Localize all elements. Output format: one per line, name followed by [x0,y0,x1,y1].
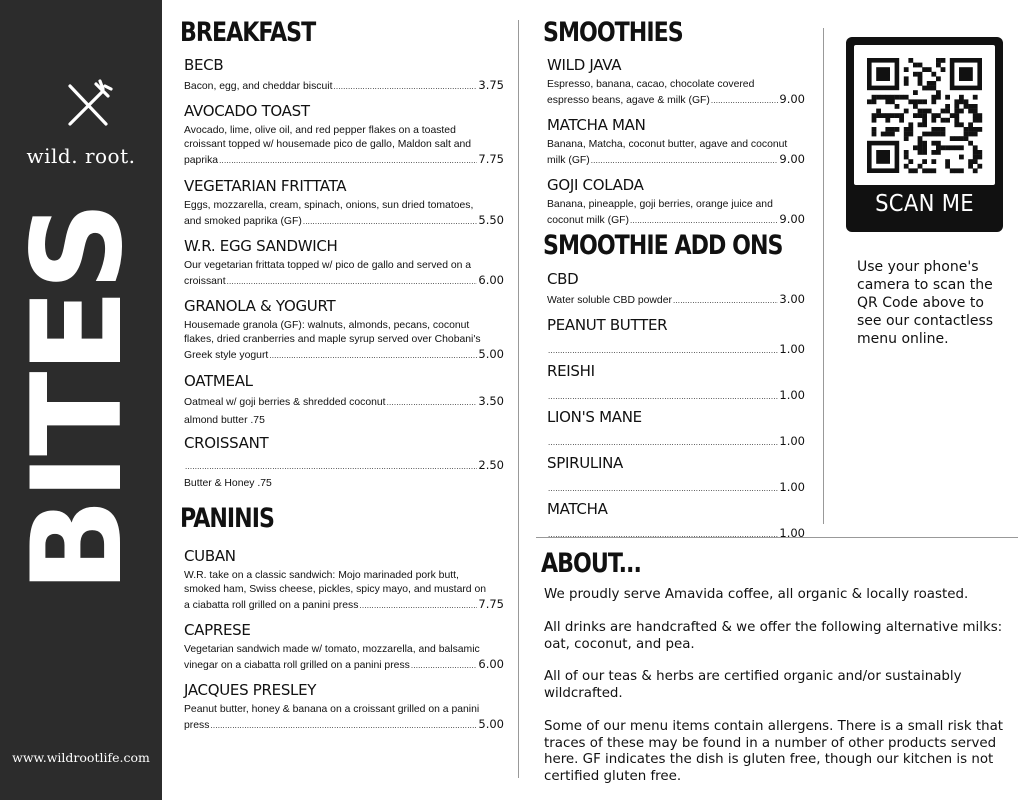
item-description [547,342,805,358]
item-price: 3.00 [779,292,805,306]
item-description: W.R. take on a classic sandwich: Mojo marinaded pork butt, smoked ham, Swiss cheese, pickles, spicy mayo, and mustard on a ciabatta roll grilled on a panini press ..... 7.75 [184,569,504,613]
item-description: Oatmeal w/ goji berries & shredded coconut ..... 3.50 [184,394,504,410]
item-name: REISHI [547,362,595,380]
menu-item [547,362,805,404]
item-addon-note: almond butter .75 [184,415,265,426]
menu-item [184,547,504,613]
item-addon-note: Butter & Honey .75 [184,478,272,489]
item-price: 3.75 [478,78,504,92]
qr-code-card[interactable] [846,37,1003,232]
item-price: 9.00 [779,152,805,166]
menu-item [547,408,805,450]
menu-item [547,176,805,228]
item-price: 2.50 [478,458,504,472]
qr-code-area [854,45,995,185]
item-name: WILD JAVA [547,56,622,74]
item-description: Vegetarian sandwich made w/ tomato, mozzarella, and balsamic vinegar on a ciabatta roll grilled on a panini press ..... 6.00 [184,643,504,673]
item-description: Banana, pineapple, goji berries, orange juice and coconut milk (GF) ..... 9.00 [547,198,805,228]
item-price: 5.00 [478,347,504,361]
column-divider [823,28,824,524]
item-price: 1.00 [779,342,805,356]
menu-item [184,56,504,94]
item-name: PEANUT BUTTER [547,316,668,334]
item-description: Our vegetarian frittata topped w/ pico de gallo and served on a croissant ..... 6.00 [184,259,504,289]
fork-knife-icon [62,78,114,130]
sidebar [0,0,162,800]
item-price: 1.00 [779,526,805,540]
item-description [547,526,805,542]
scan-me-label: SCAN ME [875,191,974,217]
item-description: Peanut butter, honey & banana on a croissant grilled on a panini press ..... 5.00 [184,703,504,733]
item-description: Espresso, banana, cacao, chocolate covered espresso beans, agave & milk (GF) ..... 9.00 [547,78,805,108]
item-name: MATCHA [547,500,608,518]
website-link[interactable]: www.wildrootlife.com [12,750,150,765]
item-name: LION'S MANE [547,408,642,426]
item-description: Banana, Matcha, coconut butter, agave and coconut milk (GF) ..... 9.00 [547,138,805,168]
menu-item [547,500,805,542]
item-description [547,434,805,450]
item-name: GRANOLA & YOGURT [184,297,336,315]
item-price: 6.00 [478,657,504,671]
menu-item [184,434,504,489]
item-name: CROISSANT [184,434,269,452]
section-title-bites: BITES [6,203,150,593]
menu-item [184,621,504,673]
column-divider [518,20,519,778]
about-paragraph: Some of our menu items contain allergens. There is a small risk that traces of these may be found in a number of other products served here. GF indicates the dish is gluten free, though our kitchen is not certified gluten free. [544,719,1004,784]
item-price: 1.00 [779,480,805,494]
menu-item [547,116,805,168]
item-description: Avocado, lime, olive oil, and red pepper flakes on a toasted croissant topped w/ housemade pico de gallo, Maldon salt and paprika ..... 7.75 [184,124,504,168]
menu-item [184,372,504,426]
menu-item [184,177,504,229]
item-name: CBD [547,270,579,288]
menu-item [184,237,504,289]
heading-paninis: PANINIS [180,503,274,534]
item-price: 5.50 [478,213,504,227]
qr-code-icon [854,45,995,185]
item-name: VEGETARIAN FRITTATA [184,177,347,195]
heading-smoothie-add-ons: SMOOTHIE ADD ONS [543,230,783,261]
item-description: Housemade granola (GF): walnuts, almonds, pecans, coconut flakes, dried cranberries and maple syrup served over Chobani's Greek style yogurt ..... 5.00 [184,319,504,363]
item-name: SPIRULINA [547,454,623,472]
item-name: W.R. EGG SANDWICH [184,237,338,255]
item-price: 7.75 [478,152,504,166]
menu-item [184,102,504,168]
item-price: 6.00 [478,273,504,287]
item-name: MATCHA MAN [547,116,646,134]
item-name: GOJI COLADA [547,176,644,194]
item-name: JACQUES PRESLEY [184,681,317,699]
item-price: 3.50 [478,394,504,408]
heading-about: ABOUT... [541,548,641,579]
item-description [547,480,805,496]
item-description: Water soluble CBD powder ..... 3.00 [547,292,805,308]
item-name: OATMEAL [184,372,253,390]
heading-smoothies: SMOOTHIES [543,17,683,48]
item-price: 1.00 [779,388,805,402]
item-price: 1.00 [779,434,805,448]
item-description: Bacon, egg, and cheddar biscuit ..... 3.75 [184,78,504,94]
item-price: 5.00 [478,717,504,731]
menu-item [547,56,805,108]
menu-item [184,681,504,733]
about-paragraph: All of our teas & herbs are certified organic and/or sustainably wildcrafted. [544,669,962,701]
item-name: BECB [184,56,224,74]
menu-item [547,270,805,308]
item-name: AVOCADO TOAST [184,102,310,120]
item-price: 7.75 [478,597,504,611]
menu-item [547,454,805,496]
item-description [184,458,504,474]
about-paragraph: We proudly serve Amavida coffee, all organic & locally roasted. [544,587,969,602]
item-price: 9.00 [779,212,805,226]
item-name: CUBAN [184,547,236,565]
heading-breakfast: BREAKFAST [180,17,316,48]
item-name: CAPRESE [184,621,251,639]
about-paragraph: All drinks are handcrafted & we offer the following alternative milks: oat, coconut, and pea. [544,620,1003,652]
item-price: 9.00 [779,92,805,106]
item-description [547,388,805,404]
menu-item [547,316,805,358]
qr-instructions: Use your phone's camera to scan the QR Code above to see our contactless menu online. [857,259,994,347]
menu-item [184,297,504,363]
brand-name: wild. root. [26,144,136,168]
item-description: Eggs, mozzarella, cream, spinach, onions, sun dried tomatoes, and smoked paprika (GF) ..... 5.50 [184,199,504,229]
